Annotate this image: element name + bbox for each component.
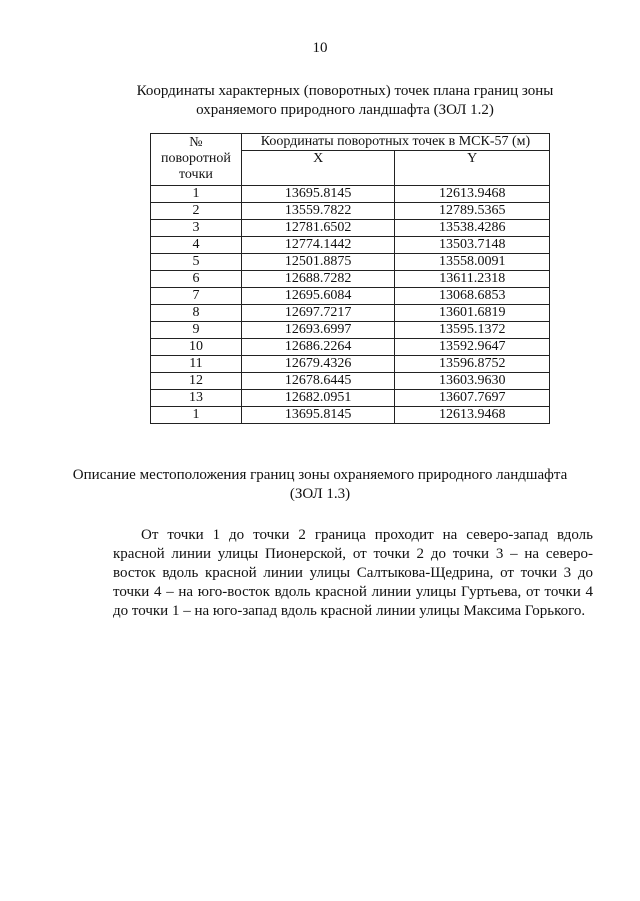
point-number-header-line-3: точки [178,167,213,182]
table-row [151,322,550,339]
x-cell: 12774.1442 [241,237,395,254]
coordinates-table [150,133,550,424]
y-cell: 13603.9630 [395,373,550,390]
point-number-cell: 2 [151,203,242,220]
table-title-line-1: Координаты характерных (поворотных) точек плана границ зоны [136,83,554,99]
x-cell: 13695.8145 [241,186,395,203]
y-cell: 12789.5365 [395,203,550,220]
point-number-cell: 3 [151,220,242,237]
y-cell: 13601.6819 [395,305,550,322]
table-row [151,237,550,254]
table-row [151,390,550,407]
y-header: Y [395,151,550,186]
table-title [110,82,580,120]
y-cell: 13503.7148 [395,237,550,254]
point-number-header-line-2: поворотной [160,151,231,166]
x-cell: 12688.7282 [241,271,395,288]
y-cell: 13607.7697 [395,390,550,407]
point-number-cell: 1 [151,407,242,424]
y-cell: 13596.8752 [395,356,550,373]
x-cell: 13695.8145 [241,407,395,424]
table-row [151,203,550,220]
point-number-header [151,134,242,186]
x-cell: 12693.6997 [241,322,395,339]
point-number-cell: 6 [151,271,242,288]
section-title [70,466,570,504]
x-header: X [241,151,395,186]
x-cell: 12781.6502 [241,220,395,237]
point-number-header-line-1: № [189,135,203,150]
point-number-cell: 12 [151,373,242,390]
point-number-cell: 7 [151,288,242,305]
table-row [151,220,550,237]
x-cell: 12678.6445 [241,373,395,390]
y-cell: 12613.9468 [395,186,550,203]
y-cell: 13558.0091 [395,254,550,271]
boundary-description-paragraph: От точки 1 до точки 2 граница проходит на северо-запад вдоль красной линии улицы Пионерской, от точки 2 до точки 3 – на северо-восток вдоль красной линии улицы Салтыкова-Щедрина, от точки 3 до точки 4 – на юго-восток вдоль красной линии улицы Гуртьева, от точки 4 до точки 1 – на юго-запад вдоль красной линии улицы Максима Горького. [113,527,593,619]
x-cell: 12695.6084 [241,288,395,305]
y-cell: 13595.1372 [395,322,550,339]
table-row [151,288,550,305]
coordinates-table-body [151,186,550,424]
y-cell: 13538.4286 [395,220,550,237]
x-cell: 12501.8875 [241,254,395,271]
x-cell: 12679.4326 [241,356,395,373]
section-title-line-1: Описание местоположения границ зоны охраняемого природного ландшафта [72,467,568,483]
table-row [151,407,550,424]
table-row [151,271,550,288]
y-cell: 13592.9647 [395,339,550,356]
point-number-cell: 11 [151,356,242,373]
point-number-cell: 10 [151,339,242,356]
table-row [151,186,550,203]
point-number-cell: 4 [151,237,242,254]
page-number: 10 [312,40,328,56]
table-row [151,339,550,356]
point-number-cell: 13 [151,390,242,407]
point-number-cell: 9 [151,322,242,339]
point-number-cell: 8 [151,305,242,322]
x-cell: 12686.2264 [241,339,395,356]
point-number-cell: 5 [151,254,242,271]
x-cell: 13559.7822 [241,203,395,220]
section-title-line-2: (ЗОЛ 1.3) [289,486,351,502]
y-cell: 13611.2318 [395,271,550,288]
table-row [151,254,550,271]
x-cell: 12682.0951 [241,390,395,407]
y-cell: 12613.9468 [395,407,550,424]
coordinates-table-header [151,134,550,186]
table-row [151,373,550,390]
point-number-cell: 1 [151,186,242,203]
table-row [151,356,550,373]
x-cell: 12697.7217 [241,305,395,322]
table-row [151,305,550,322]
y-cell: 13068.6853 [395,288,550,305]
table-title-line-2: охраняемого природного ландшафта (ЗОЛ 1.2) [196,102,494,118]
coordinates-header: Координаты поворотных точек в МСК-57 (м) [241,134,549,151]
